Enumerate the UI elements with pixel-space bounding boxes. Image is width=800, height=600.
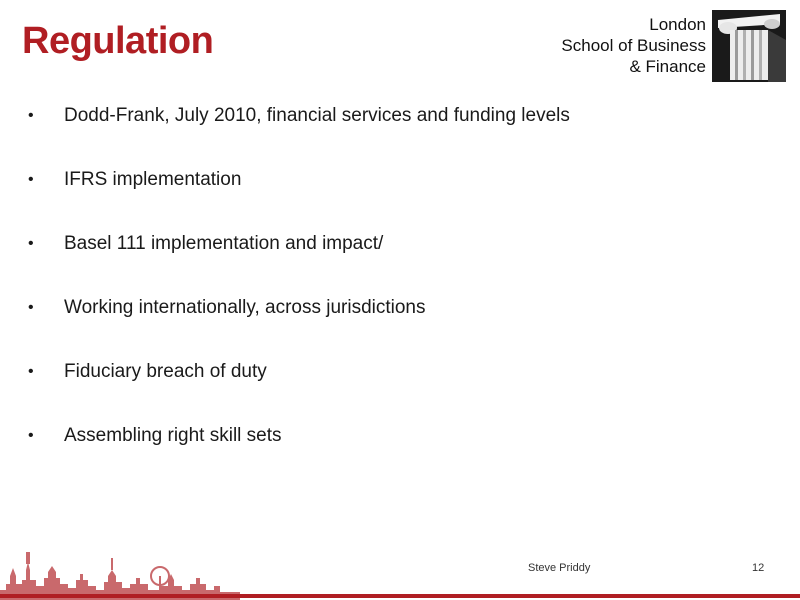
logo-line-2: School of Business	[561, 36, 706, 55]
bullet-text: Working internationally, across jurisdictions	[64, 297, 426, 318]
bullet-text: Fiduciary breach of duty	[64, 361, 267, 382]
bullet-marker: •	[28, 107, 34, 124]
school-logo	[556, 10, 786, 82]
bullet-text: Assembling right skill sets	[64, 425, 282, 446]
pillar-icon	[712, 10, 786, 82]
footer-author: Steve Priddy	[528, 562, 591, 574]
bullet-marker: •	[28, 299, 34, 316]
bullet-marker: •	[28, 427, 34, 444]
page-number: 12	[752, 562, 765, 574]
footer-accent-line	[0, 594, 800, 598]
bullet-text: Dodd-Frank, July 2010, financial services and funding levels	[64, 105, 570, 126]
logo-line-1: London	[649, 15, 706, 34]
bullet-text: IFRS implementation	[64, 169, 242, 190]
logo-line-3: & Finance	[629, 57, 706, 76]
bullet-marker: •	[28, 235, 34, 252]
logo-text	[561, 14, 706, 77]
london-skyline-icon	[0, 540, 240, 600]
bullet-text: Basel 111 implementation and impact/	[64, 233, 384, 254]
bullet-marker: •	[28, 363, 34, 380]
slide-title: Regulation	[22, 20, 214, 62]
bullet-marker: •	[28, 171, 34, 188]
